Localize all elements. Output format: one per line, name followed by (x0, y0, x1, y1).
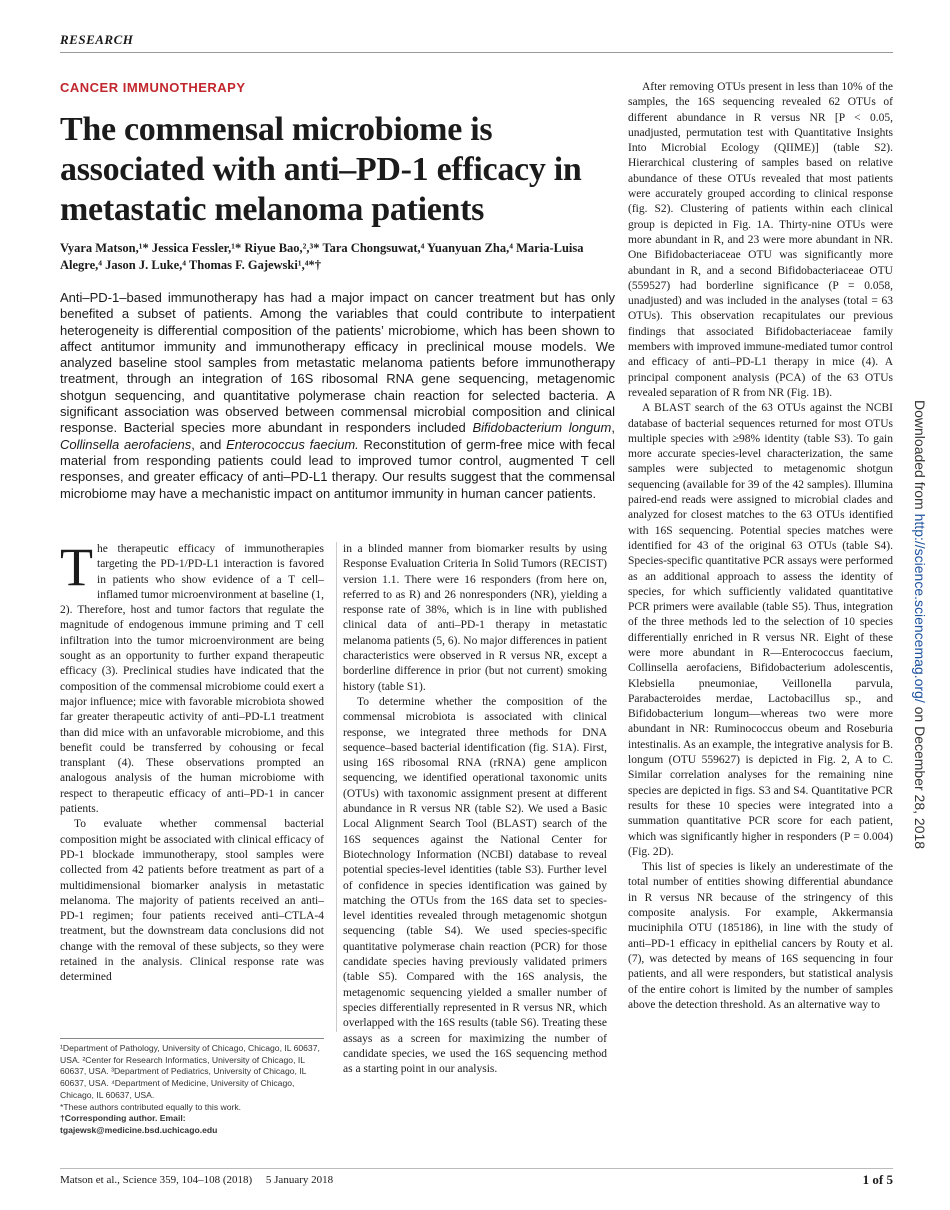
abstract-text-1: Anti–PD-1–based immunotherapy has had a major impact on cancer treatment but has only benefited a subset of patients. Among the variables that could contribute to interpatient heterogeneity is differential composition of the patients’ microbiome, which has been shown to affect antitumor immunity and immunotherapy efficacy in preclinical mouse models. We analyzed baseline stool samples from metastatic melanoma patients before immunotherapy treatment, through an integration of 16S ribosomal RNA gene sequencing, metagenomic shotgun sequencing, and quantitative polymerase chain reaction for selected bacteria. A significant association was observed between commensal microbial composition and clinical response. Bacterial species more abundant in responders included (60, 290, 615, 436)
drop-cap: T (60, 537, 93, 597)
download-watermark (912, 400, 928, 849)
body-paragraph: This list of species is likely an underestimate of the total number of entities showing differential abundance in R versus NR because of the stringency of this composite analysis. For example, Akkermansia muciniphila OTU (185186), in line with the study of anti–PD-1 efficacy in epithelial cancers by Routy et al. (7), was detected by means of 16S sequencing in four patients, and all were responders, but statistical analysis of the entire cohort is limited by the number of samples above the detection threshold. As an alternative way to (628, 861, 893, 1011)
section-label: CANCER IMMUNOTHERAPY (60, 80, 246, 95)
watermark-prefix: Downloaded from (912, 400, 928, 514)
abstract-sep-1: , (611, 420, 615, 436)
watermark-link[interactable]: http://science.sciencemag.org/ (912, 513, 928, 703)
header-rule (60, 52, 893, 53)
body-paragraph: After removing OTUs present in less than 10% of the samples, the 16S sequencing revealed 62 OTUs of different abundance in R versus NR [P < 0.05, unadjusted, permutation test with Quantitative Insights Into Microbial Ecology (QIIME)] (table S2). Hierarchical clustering of samples based on relative abundance of these OTUs revealed that most patients were accurately grouped according to clinical response (fig. S2). Clustering of patients within each clinical group is depicted in Fig. 1A. Thirty-nine OTUs were more abundant in R, and 23 were more abundant in NR. One Bifidobacteriaceae OTU was significantly more abundant in R, and a second Bifidobacteriaceae OTU (559527) had borderline significance (P = 0.058, unadjusted) and was included in the analyses (total = 63 OTUs). This observation recapitulates our previous findings that associated Bifidobacteriaceae family members with improved immune-mediated tumor control and efficacy of anti–PD-L1 therapy in mice (4). A principal component analysis (PCA) of the 63 OTUs revealed separation of R from NR (Fig. 1B). (628, 81, 893, 399)
watermark-suffix: on December 28, 2018 (912, 702, 928, 850)
body-column-2 (343, 542, 607, 1077)
body-paragraph (60, 537, 324, 817)
body-column-1 (60, 537, 324, 986)
abstract (60, 290, 615, 502)
equal-contribution-note: *These authors contributed equally to this work. (60, 1101, 242, 1112)
body-paragraph: To evaluate whether commensal bacterial composition might be associated with clinical efficacy of PD-1 blockade immunotherapy, stool samples were collected from 42 patients before treatment as part of a multidimensional biomarker analysis in metastatic melanoma. The majority of patients received an anti–PD-1 regimen; four patients received anti–CTLA-4 treatment, but the downstream data conclusions did not change with the removal of these subjects, so they were retained in the analysis. Clinical response rate was determined (60, 818, 324, 984)
abstract-text-2: Reconstitution of germ-free mice with fecal material from responding patients could lead to improved tumor control, augmented T cell responses, and greater efficacy of anti–PD-L1 therapy. Our results suggest that the commensal microbiome may have a mechanistic impact on antitumor immunity in human cancer patients. (60, 436, 615, 501)
running-head: RESEARCH (60, 32, 134, 47)
abstract-species-2: Collinsella aerofaciens (60, 436, 192, 452)
affiliations: ¹Department of Pathology, University of Chicago, Chicago, IL 60637, USA. ²Center for Research Informatics, University of Chicago, IL 60637, USA. ³Department of Pediatrics, University of Chicago, IL 60637, USA. ⁴Department of Medicine, University of Chicago, Chicago, IL 60637, USA. (60, 1043, 320, 1100)
footnote-rule (60, 1038, 324, 1039)
corresponding-author: †Corresponding author. Email: tgajewsk@medicine.bsd.uchicago.edu (60, 1113, 218, 1135)
body-paragraph: in a blinded manner from biomarker results by using Response Evaluation Criteria In Solid Tumors (RECIST) version 1.1. There were 16 responders (from here on, referred to as R) and 26 nonresponders (NR), yielding a response rate of 38%, which is in line with published clinical data of anti–PD-1 therapy in metastatic melanoma patients (5, 6). No major differences in patient characteristics were observed in R versus NR, except a borderline difference in prior (but not current) smoking history (table S1). (343, 543, 607, 693)
abstract-species-3: Enterococcus faecium. (226, 436, 359, 452)
abstract-sep-2: , and (191, 436, 227, 452)
footer-rule (60, 1168, 893, 1169)
body-paragraph: A BLAST search of the 63 OTUs against the NCBI database of bacterial sequences returned for most OTUs multiple species with ≥98% identity (table S3). To gain more accurate species-level characterization, the same samples were subjected to metagenomic shotgun sequencing (available for 39 of the 42 samples). Illumina paired-end reads were assigned to microbial clades and analyzed for closest matches to the 63 OTUs identified with 16S sequencing. Potential species matches were identified for 43 of the original 63 OTUs (table S4). Species-specific quantitative PCR assays were performed as an additional approach to assess the identity of species, for which sufficiently validated quantitative PCR primers were available (table S5). Thus, integration of the three methods led to the selection of 10 species differentially enriched in R versus NR. Eight of these were more abundant in R—Enterococcus faecium, Collinsella aerofaciens, Bifidobacterium adolescentis, Klebsiella pneumoniae, Veillonella parvula, Parabacteroides merdae, Lactobacillus sp., and Bifidobacterium longum—whereas two were more abundant in NR: Ruminococcus obeum and Roseburia intestinalis. As an example, the integrative analysis for B. longum (OTU 559627) is depicted in Fig. 2, A to C. Similar correlation analyses for the remaining nine species are depicted in figs. S3 and S4. Quantitative PCR results for these 10 species were integrated into a summation quantitative PCR score for each patient, which was significantly higher in responders (P = 0.004) (Fig. 2D). (628, 402, 893, 858)
page-number: 1 of 5 (862, 1172, 893, 1187)
abstract-species-1: Bifidobacterium longum (472, 420, 612, 436)
body-paragraph: To determine whether the composition of the commensal microbiota is associated with clinical response, we integrated three methods for DNA sequence–based bacterial identification (fig. S1A). First, using 16S ribosomal RNA (rRNA) gene amplicon sequencing, we identified operational taxonomic units (OTUs) with taxonomic assignment present at different abundance in R versus NR (table S2). We used a Basic Local Alignment Search Tool (BLAST) search of the 16S sequences against the National Center for Biotechnology Information (NCBI) database to reveal potential species-level identities (table S3). Further level of confidence in species identification was gained by matching the OTUs from the 16S data set to species-level identities revealed through metagenomic shotgun sequencing (table S4). We used species-specific quantitative polymerase chain reaction (PCR) for those candidate species having previously validated primers (table S5). Compared with the 16S analysis, the metagenomic sequencing yielded a smaller number of species differentially represented in R versus NR, which overlapped with the 16S results (table S6). Treating these assays as a screen for maximizing the number of candidate species, we used the 16S sequencing method as a starting point in our analysis. (343, 695, 607, 1076)
article-title: The commensal microbiome is associated with anti–PD-1 efficacy in metastatic melanoma patients (60, 111, 582, 228)
citation-footer: Matson et al., Science 359, 104–108 (2018) 5 January 2018 (60, 1174, 334, 1186)
author-list: Vyara Matson,¹* Jessica Fessler,¹* Riyue Bao,²,³* Tara Chongsuwat,⁴ Yuanyuan Zha,⁴ Maria-Luisa Alegre,⁴ Jason J. Luke,⁴ Thomas F. Gajewski¹,⁴*† (60, 241, 584, 272)
column-divider (336, 542, 337, 1032)
body-column-3 (628, 80, 893, 1013)
footnotes (60, 1043, 324, 1137)
paragraph-text: he therapeutic efficacy of immunotherapies targeting the PD-1/PD-L1 interaction is favored in patients who show evidence of a T cell–inflamed tumor microenvironment at baseline (1, 2). Therefore, host and tumor factors that regulate the magnitude of endogenous immune priming and T cell infiltration into the tumor microenvironment are being sought as an opportunity to further expand therapeutic efficacy (3). Preclinical studies have indicated that the composition of the commensal microbiome could exert a major influence; mice with favorable microbiota showed far greater therapeutic activity of anti–PD-L1 treatment than did mice with an unfavorable microbiome, and this benefit could be transferred by cohousing or fecal transplant (4). These observations prompted an analogous analysis of the human microbiome with respect to therapeutic efficacy of anti–PD-1 in cancer patients. (60, 543, 324, 816)
